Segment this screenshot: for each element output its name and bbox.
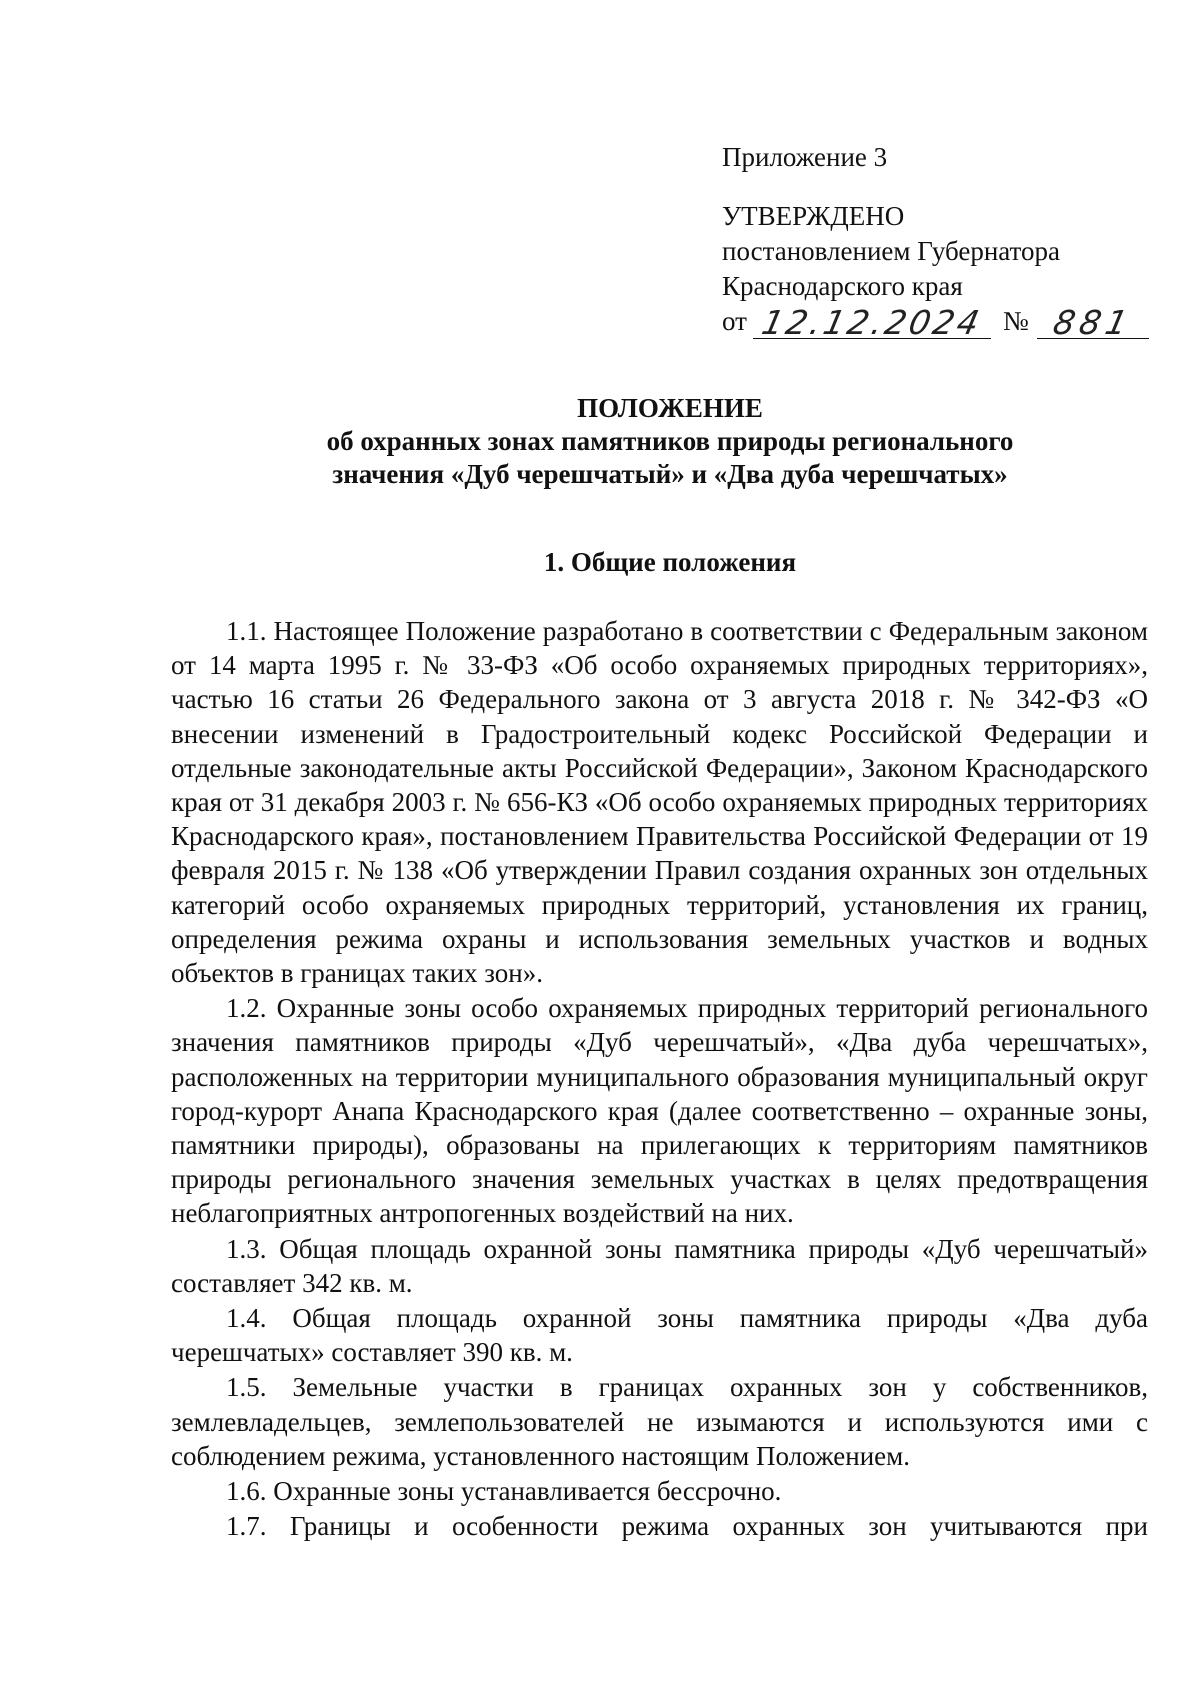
handwritten-number: 881 bbox=[1049, 303, 1136, 342]
handwritten-date: 12.12.2024 bbox=[758, 303, 986, 342]
paragraph-1-5: 1.5. Земельные участки в границах охранных зон у собственников, землевладельцев, землепользователей не изымаются и используются ими с соблюдением режима, установленного настоящим Положением. bbox=[171, 1372, 1148, 1471]
number-blank bbox=[1037, 303, 1149, 342]
document-subtitle-line2: значения «Дуб черешчатый» и «Два дуба черешчатых» bbox=[332, 459, 1008, 489]
approval-block bbox=[722, 140, 1162, 342]
section-heading: 1. Общие положения bbox=[543, 547, 797, 577]
appendix-label: Приложение 3 bbox=[722, 142, 888, 172]
document-subtitle-line1: об охранных зонах памятников природы регионального bbox=[326, 426, 1014, 456]
date-blank bbox=[753, 303, 991, 342]
date-number-row bbox=[722, 303, 1162, 342]
paragraph-1-2: 1.2. Охранные зоны особо охраняемых природных территорий регионального значения памятников природы «Дуб черешчатый», «Два дуба черешчатых», расположенных на территории муниципального образования муниципальный округ город-курорт Анапа Краснодарского края (далее соответственно – охранные зоны, памятники природы), образованы на прилегающих к территориям памятников природы регионального значения земельных участках в целях предотвращения неблагоприятных антропогенных воздействий на них. bbox=[171, 993, 1148, 1229]
approved-by-line1: постановлением Губернатора bbox=[722, 236, 1060, 266]
paragraph-1-3: 1.3. Общая площадь охранной зоны памятника природы «Дуб черешчатый» составляет 342 кв. м. bbox=[171, 1233, 1148, 1298]
approved-by-line2: Краснодарского края bbox=[722, 271, 963, 301]
paragraph-1-6: 1.6. Охранные зоны устанавливается бессрочно. bbox=[226, 1476, 782, 1507]
paragraph-1-7: 1.7. Границы и особенности режима охранных зон учитываются при bbox=[226, 1511, 1148, 1542]
approved-stamp-text: УТВЕРЖДЕНО bbox=[722, 201, 905, 231]
paragraph-1-1: 1.1. Настоящее Положение разработано в соответствии с Федеральным законом от 14 марта 1995 г. № 33-ФЗ «Об особо охраняемых природных территориях», частью 16 статьи 26 Федерального закона от 3 августа 2018 г. № 342-ФЗ «О внесении изменений в Градостроительный кодекс Российской Федерации и отдельные законодательные акты Российской Федерации», Законом Краснодарского края от 31 декабря 2003 г. № 656-КЗ «Об особо охраняемых природных территориях Краснодарского края», постановлением Правительства Российской Федерации от 19 февраля 2015 г. № 138 «Об утверждении Правил создания охранных зон отдельных категорий особо охраняемых природных территорий, установления их границ, определения режима охраны и использования земельных участков и водных объектов в границах таких зон». bbox=[171, 616, 1148, 989]
section-body bbox=[171, 614, 1148, 1544]
number-label: № bbox=[1002, 306, 1029, 336]
document-title: ПОЛОЖЕНИЕ bbox=[577, 393, 763, 423]
paragraph-1-4: 1.4. Общая площадь охранной зоны памятника природы «Два дуба черешчатых» составляет 390 кв. м. bbox=[171, 1303, 1148, 1368]
date-label: от bbox=[722, 306, 747, 336]
